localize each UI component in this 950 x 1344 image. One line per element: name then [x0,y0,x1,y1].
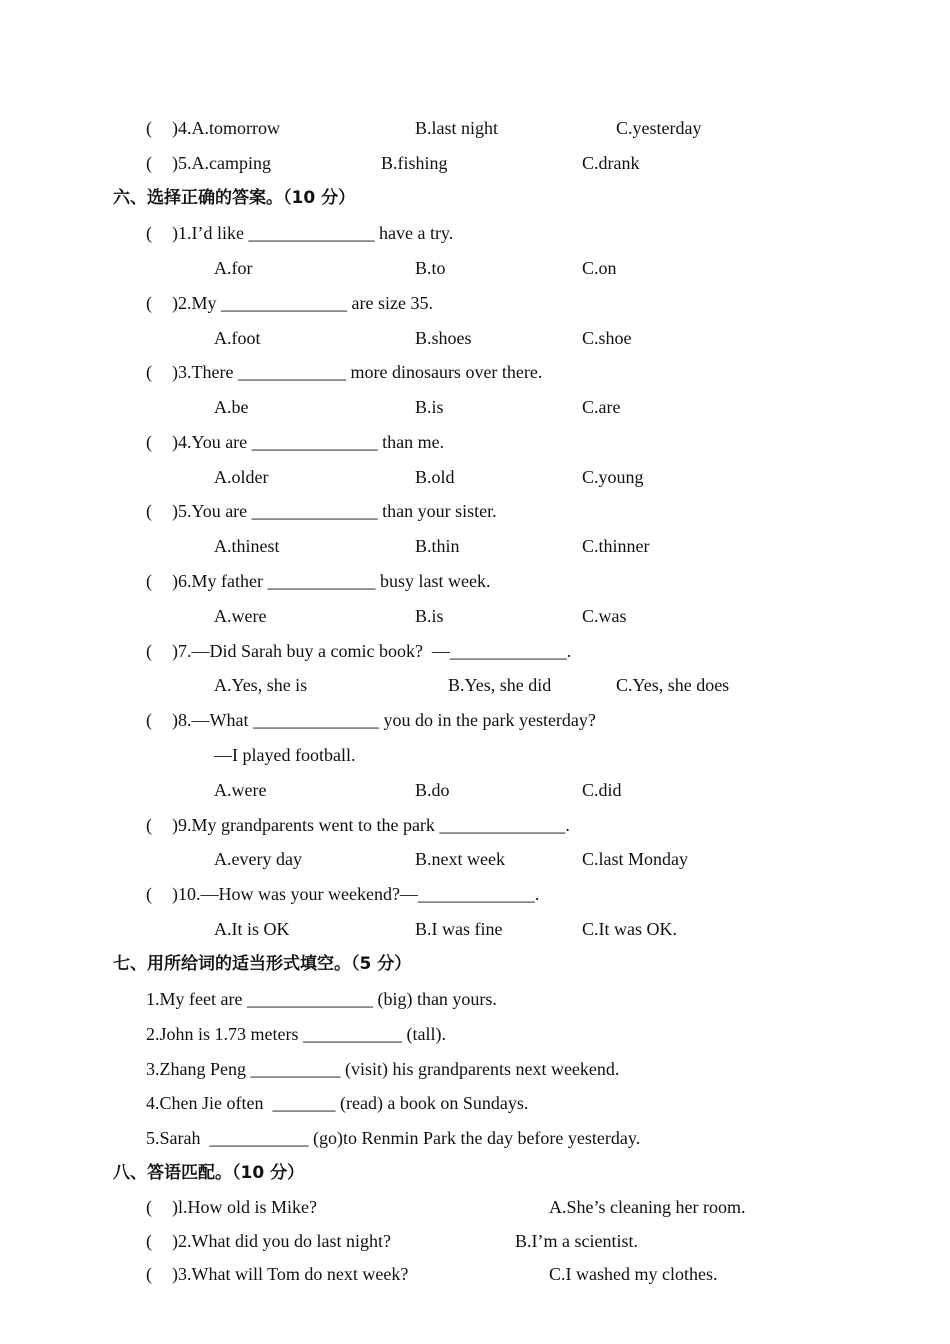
question-stem: )9.My grandparents went to the park ______________. [172,815,570,835]
option-b: B.fishing [381,153,448,173]
option-c: C.yesterday [616,118,702,138]
option-a: A.were [214,606,267,626]
option-c: C.thinner [582,536,650,556]
match-question: )l.How old is Mike? [172,1197,317,1217]
option-c: C.drank [582,153,640,173]
question-paren: ( [146,432,152,452]
option-c: C.was [582,606,627,626]
option-b: B.do [415,780,450,800]
question-stem: )10.—How was your weekend?—_____________. [172,884,540,904]
option-a: A.Yes, she is [214,675,308,695]
option-c: C.are [582,397,621,417]
fill-item: 3.Zhang Peng __________ (visit) his grandparents next weekend. [146,1059,620,1079]
question-stem: )2.My ______________ are size 35. [172,293,433,313]
question-stem: )4.A.tomorrow [172,118,280,138]
match-answer: B.I’m a scientist. [515,1231,638,1251]
question-stem: )5.A.camping [172,153,271,173]
option-a: A.for [214,258,253,278]
question-response: —I played football. [214,745,356,765]
section-heading: 六、选择正确的答案。（10 分） [113,188,356,208]
option-b: B.last night [415,118,499,138]
question-paren: ( [146,501,152,521]
option-a: A.older [214,467,269,487]
option-c: C.did [582,780,622,800]
question-paren: ( [146,1197,152,1217]
option-c: C.young [582,467,644,487]
option-b: B.is [415,606,444,626]
option-b: B.shoes [415,328,472,348]
match-answer: A.She’s cleaning her room. [549,1197,746,1217]
option-c: C.shoe [582,328,632,348]
question-paren: ( [146,1231,152,1251]
fill-item: 2.John is 1.73 meters ___________ (tall). [146,1024,446,1044]
question-paren: ( [146,710,152,730]
question-stem: )1.I’d like ______________ have a try. [172,223,454,243]
fill-item: 4.Chen Jie often _______ (read) a book on Sundays. [146,1093,529,1113]
option-a: A.foot [214,328,261,348]
question-stem: )8.—What ______________ you do in the park yesterday? [172,710,596,730]
option-b: B.next week [415,849,505,869]
option-a: A.be [214,397,249,417]
question-paren: ( [146,118,152,138]
option-a: A.It is OK [214,919,290,939]
fill-item: 5.Sarah ___________ (go)to Renmin Park the day before yesterday. [146,1128,641,1148]
fill-item: 1.My feet are ______________ (big) than yours. [146,989,497,1009]
question-paren: ( [146,293,152,313]
section-heading: 七、用所给词的适当形式填空。（5 分） [113,954,412,974]
option-c: C.It was OK. [582,919,677,939]
question-paren: ( [146,571,152,591]
option-a: A.were [214,780,267,800]
question-paren: ( [146,641,152,661]
question-paren: ( [146,1264,152,1284]
option-b: B.is [415,397,444,417]
option-c: C.last Monday [582,849,688,869]
option-a: A.every day [214,849,302,869]
question-paren: ( [146,153,152,173]
question-stem: )6.My father ____________ busy last week. [172,571,491,591]
question-paren: ( [146,223,152,243]
question-paren: ( [146,362,152,382]
question-stem: )3.There ____________ more dinosaurs over there. [172,362,543,382]
option-b: B.I was fine [415,919,503,939]
match-answer: C.I washed my clothes. [549,1264,718,1284]
match-question: )3.What will Tom do next week? [172,1264,409,1284]
option-b: B.old [415,467,455,487]
option-b: B.Yes, she did [448,675,552,695]
question-stem: )7.—Did Sarah buy a comic book? —_____________. [172,641,572,661]
option-c: C.Yes, she does [616,675,730,695]
option-b: B.thin [415,536,460,556]
match-question: )2.What did you do last night? [172,1231,391,1251]
question-paren: ( [146,815,152,835]
question-paren: ( [146,884,152,904]
option-c: C.on [582,258,617,278]
option-b: B.to [415,258,446,278]
question-stem: )5.You are ______________ than your sister. [172,501,497,521]
option-a: A.thinest [214,536,280,556]
section-heading: 八、答语匹配。（10 分） [113,1163,305,1183]
question-stem: )4.You are ______________ than me. [172,432,445,452]
